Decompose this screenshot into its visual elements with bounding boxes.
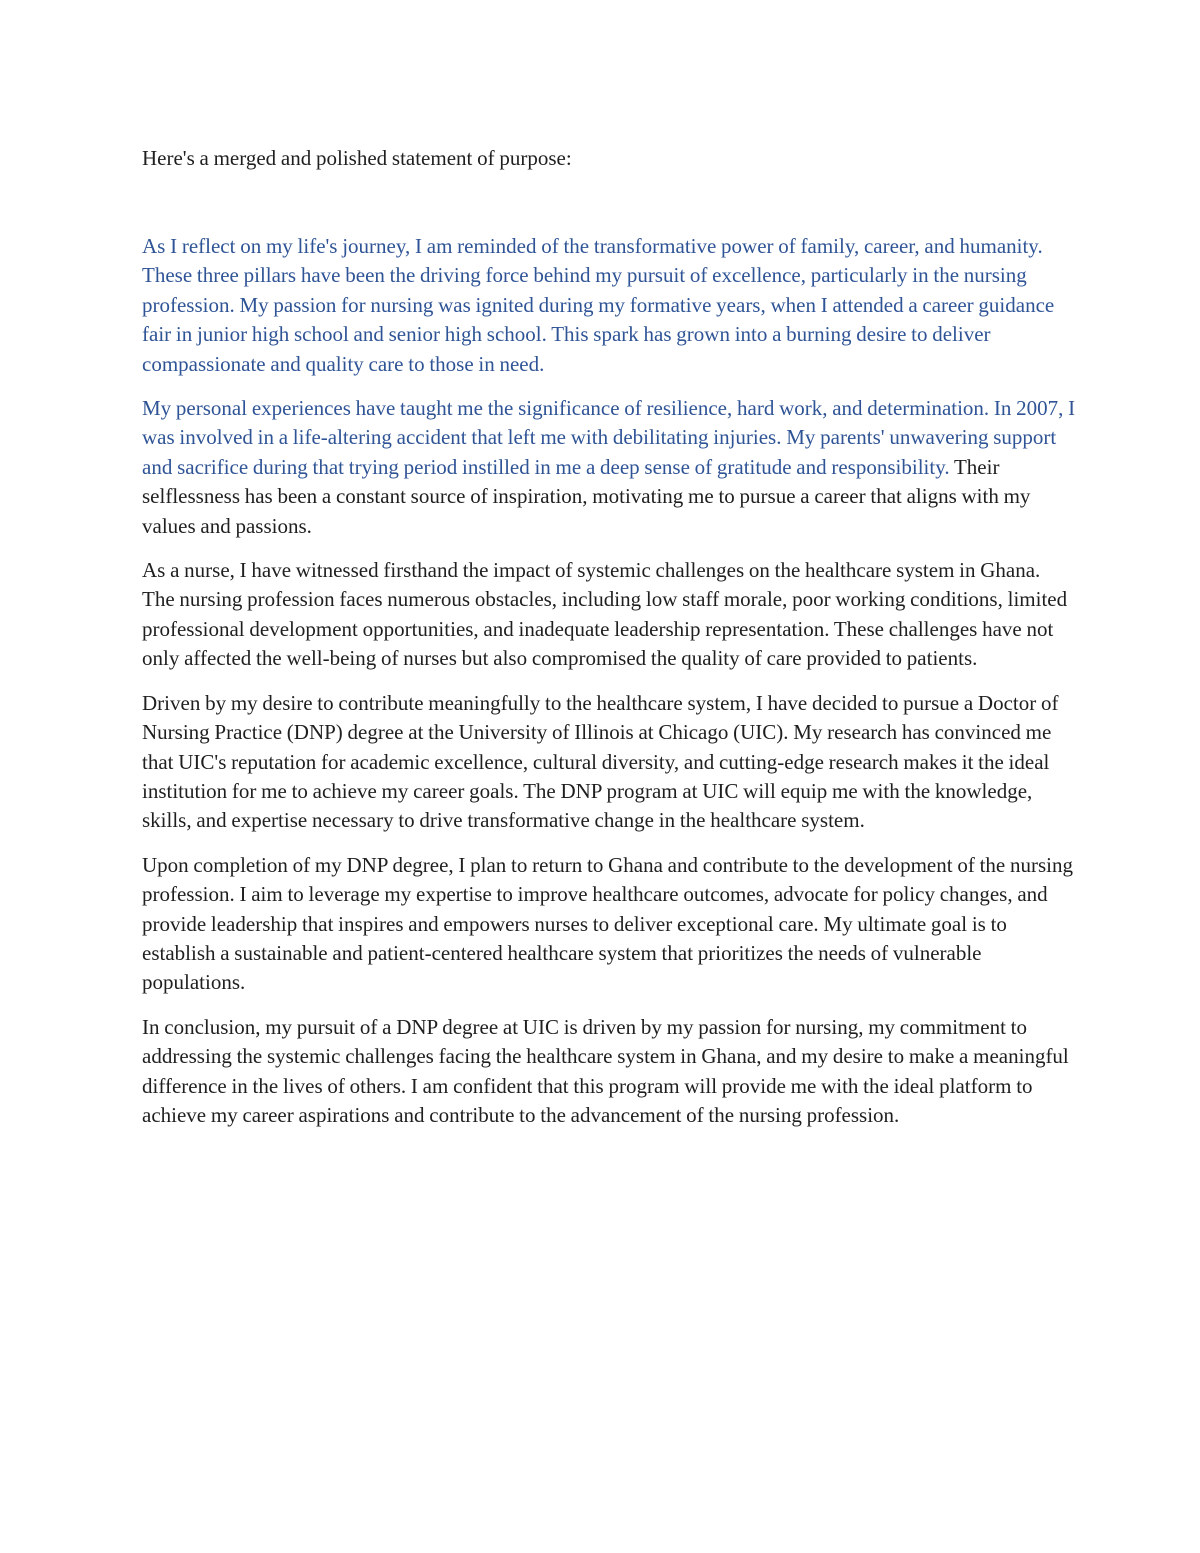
paragraph-3-text: As a nurse, I have witnessed firsthand the impact of systemic challenges on the healthcare system in Ghana. The nursing profession faces numerous obstacles, including low staff morale, poor working conditions, limited professional development opportunities, and inadequate leadership representation. These challenges have not only affected the well-being of nurses but also compromised the quality of care provided to patients.	[142, 558, 1068, 671]
paragraph-6-text: In conclusion, my pursuit of a DNP degree at UIC is driven by my passion for nursing, my commitment to addressing the systemic challenges facing the healthcare system in Ghana, and my desire to make a meaningful difference in the lives of others. I am confident that this program will provide me with the ideal platform to achieve my career aspirations and contribute to the advancement of the nursing profession.	[142, 1014, 1069, 1127]
paragraph-1-highlighted-text: As I reflect on my life's journey, I am reminded of the transformative power of family, career, and humanity. These three pillars have been the driving force behind my pursuit of excellence, particularly in the nursing profession. My passion for nursing was ignited during my formative years, when I attended a career guidance fair in junior high school and senior high school. This spark has grown into a burning desire to deliver compassionate and quality care to those in need.	[142, 234, 1055, 376]
paragraph-3	[142, 556, 1077, 674]
paragraph-4-text: Driven by my desire to contribute meaningfully to the healthcare system, I have decided to pursue a Doctor of Nursing Practice (DNP) degree at the University of Illinois at Chicago (UIC). My research has convinced me that UIC's reputation for academic excellence, cultural diversity, and cutting-edge research makes it the ideal institution for me to achieve my career goals. The DNP program at UIC will equip me with the knowledge, skills, and expertise necessary to drive transformative change in the healthcare system.	[142, 690, 1059, 833]
paragraph-2-text: Their selflessness has been a constant source of inspiration, motivating me to pursue a career that aligns with my values and passions.	[142, 454, 1031, 538]
paragraph-4	[142, 689, 1077, 836]
paragraph-6	[142, 1013, 1077, 1131]
paragraph-5	[142, 851, 1077, 998]
paragraph-1	[142, 232, 1077, 379]
paragraph-2	[142, 394, 1077, 541]
intro-line: Here's a merged and polished statement of purpose:	[142, 146, 572, 170]
statement-body	[142, 232, 1077, 1145]
paragraph-2-highlighted-text: My personal experiences have taught me the significance of resilience, hard work, and determination. In 2007, I was involved in a life-altering accident that left me with debilitating injuries. My parents' unwavering support and sacrifice during that trying period instilled in me a deep sense of gratitude and responsibility.	[142, 396, 1076, 479]
paragraph-5-text: Upon completion of my DNP degree, I plan to return to Ghana and contribute to the development of the nursing profession. I aim to leverage my expertise to improve healthcare outcomes, advocate for policy changes, and provide leadership that inspires and empowers nurses to deliver exceptional care. My ultimate goal is to establish a sustainable and patient-centered healthcare system that prioritizes the needs of vulnerable populations.	[142, 852, 1073, 995]
